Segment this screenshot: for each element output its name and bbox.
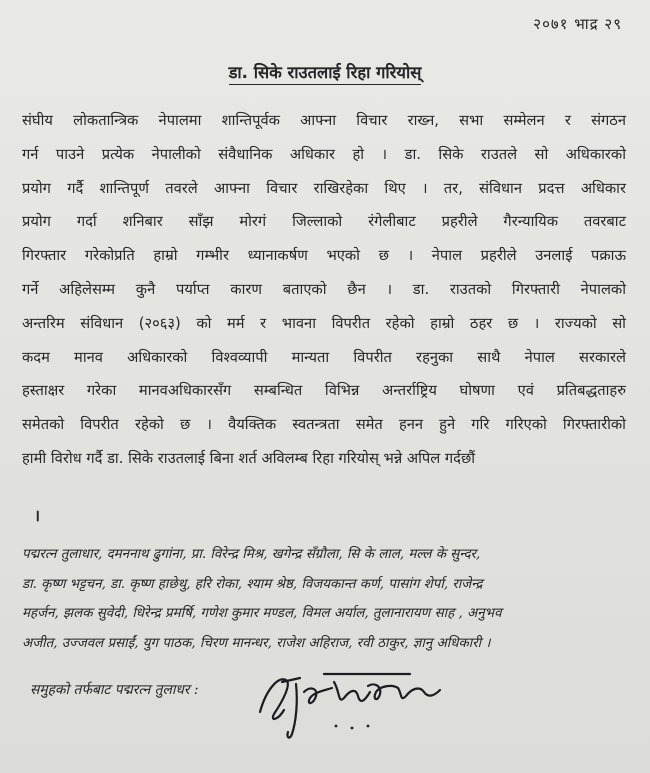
body-line: हस्ताक्षर गरेका मानवअधिकारसँग सम्बन्धित विभिन्न अन्तर्राष्ट्रिय घोषणा एवं प्रतिबद्धताहरु — [22, 382, 626, 400]
letter-title — [0, 60, 650, 83]
letter-body — [22, 104, 626, 476]
body-line: गर्ने अहिलेसम्म कुनै पर्याप्त कारण बताएको छैन । डा. राउतको गिरफ्तारी नेपालको — [22, 280, 626, 298]
body-line: प्रयोग गर्दा शनिबार साँझ मोरगं जिल्लाको रंगेलीबाट प्रहरीले गैरन्यायिक तवरबाट — [22, 213, 626, 231]
signatory-line: महर्जन, झलक सुवेदी, धिरेन्द्र प्रमर्षि, गणेश कुमार मण्डल, विमल अर्याल, तुलानारायण साह , अनुभव — [22, 606, 502, 621]
body-line: प्रयोग गर्दै शान्तिपूर्ण तवरले आफ्ना विचार राखिरहेका थिए । तर, संविधान प्रदत्त अधिकार — [22, 179, 626, 197]
signatory-line: अजीत, उज्जवल प्रसाईं, युग पाठक, चिरण मानन्धर, राजेश अहिराज, रवी ठाकुर, ज्ञानु अधिकारी । — [22, 635, 491, 651]
body-line: अन्तरिम संविधान (२०६३) को मर्म र भावना विपरीत रहेको हाम्रो ठहर छ । राज्यको सो — [22, 314, 626, 332]
body-line: कदम मानव अधिकारको विश्वव्यापी मान्यता विपरीत रहनुका साथै नेपाल सरकारले — [22, 348, 626, 366]
body-line: गिरफ्तार गरेकोप्रति हाम्रो गम्भीर ध्यानाकर्षण भएको छ । नेपाल प्रहरीले उनलाई पक्राऊ — [22, 247, 626, 265]
body-line: संघीय लोकतान्त्रिक नेपालमा शान्तिपूर्वक आफ्ना विचार राख्न, सभा सम्मेलन र संगठन — [22, 112, 626, 129]
signatory-line: डा. कृष्ण भट्टचन, डा. कृष्ण हाछेथु, हरि रोका, श्याम श्रेष्ठ, विजयकान्त कर्ण, पासांग शेर्पा, राजेन्द्र — [22, 576, 483, 592]
letter-title-text: डा. सिके राउतलाई रिहा गरियोस् — [229, 63, 422, 85]
handwritten-signature — [252, 662, 452, 742]
letter-date: २०७१ भाद्र २९ — [533, 15, 622, 33]
on-behalf-line: समुहको तर्फबाट पद्मरत्न तुलाधर : — [30, 682, 199, 698]
closing-mark: । — [34, 506, 41, 525]
body-line: गर्न पाउने प्रत्येक नेपालीको संवैधानिक अधिकार हो । डा. सिके राउतले सो अधिकारको — [22, 145, 626, 163]
signatory-list — [22, 540, 634, 658]
body-line: समेतको विपरीत रहेको छ । वैयक्तिक स्वतन्त्रता समेत हनन हुने गरि गरिएको गिरफ्तारीको — [22, 416, 626, 434]
signatory-line: पद्मरत्न तुलाधार, दमननाथ ढुगांना, प्रा. विरेन्द्र मिश्र, खगेन्द्र सँग्रौला, सि के लाल, मल्ल के सुन्दर, — [22, 547, 481, 562]
body-line: हामी विरोध गर्दै डा. सिके राउतलाई बिना शर्त अविलम्ब रिहा गरियोस् भन्ने अपिल गर्दछौं — [22, 449, 476, 467]
